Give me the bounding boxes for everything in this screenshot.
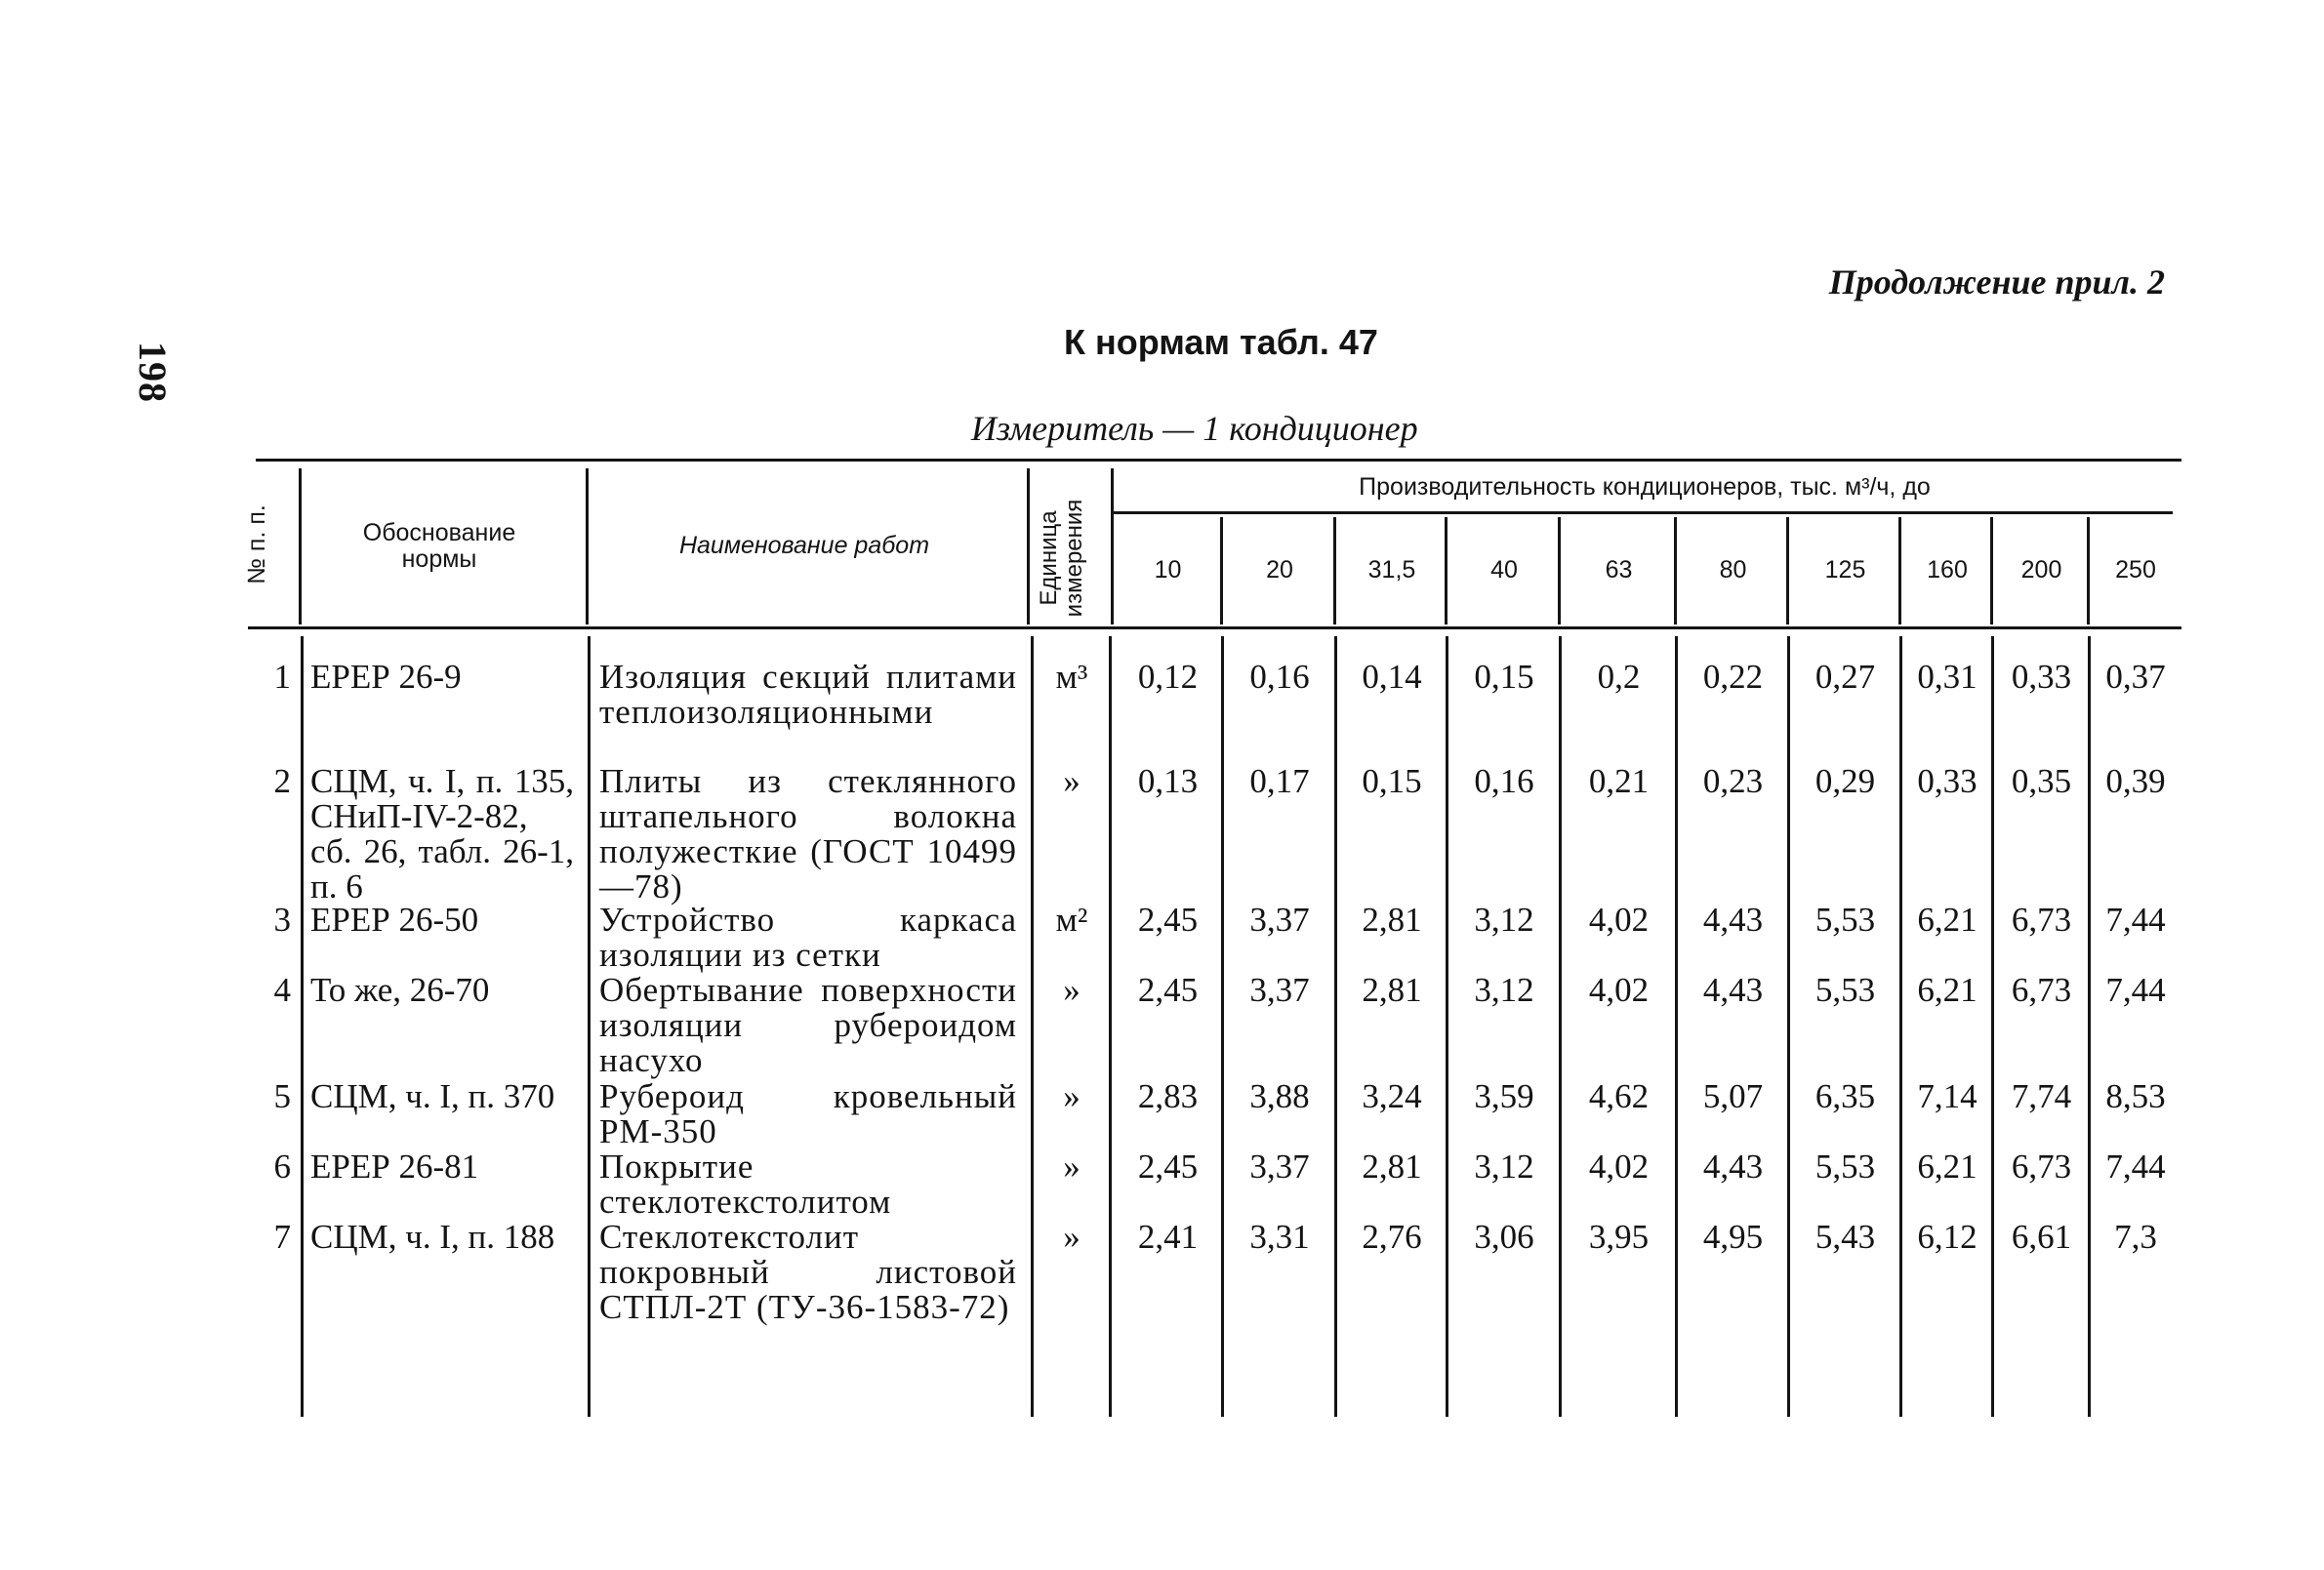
row-basis: ЕРЕР 26-81: [310, 1147, 479, 1186]
row-value: 2,83: [1137, 1077, 1199, 1115]
body-column-divider: [1334, 636, 1337, 1417]
header-capacity-col: 250: [2115, 556, 2156, 584]
row-number: 2: [273, 762, 291, 800]
row-value: 0,29: [1814, 762, 1876, 800]
row-value: 6,73: [2011, 1147, 2072, 1186]
row-value: 3,12: [1474, 901, 1534, 939]
capacity-column-divider: [1445, 517, 1447, 624]
row-basis: То же, 26-70: [310, 971, 490, 1009]
row-basis: ЕРЕР 26-9: [310, 658, 462, 696]
row-value: 0,22: [1702, 658, 1764, 696]
row-work-name: Изоляция секций плитами теплоизоляционными: [599, 658, 1017, 731]
row-value: 6,61: [2011, 1218, 2072, 1256]
row-value: 3,31: [1249, 1218, 1310, 1256]
capacity-column-divider: [1786, 517, 1789, 624]
row-value: 4,62: [1588, 1077, 1650, 1115]
capacity-column-divider: [1333, 517, 1336, 624]
row-value: 4,95: [1702, 1218, 1764, 1256]
body-column-divider: [1991, 636, 1994, 1417]
body-column-divider: [588, 636, 591, 1417]
row-number: 4: [273, 971, 291, 1009]
row-value: 6,12: [1917, 1218, 1977, 1256]
row-value: 0,16: [1474, 762, 1534, 800]
row-value: 3,59: [1474, 1077, 1534, 1115]
capacity-column-divider: [1990, 517, 1993, 624]
row-work-name: Стеклотекстолит покровный листовой СТПЛ-2Т (ТУ-36-1583-72): [599, 1218, 1017, 1326]
row-value: 0,39: [2105, 762, 2166, 800]
row-basis: СЦМ, ч. I, п. 370: [310, 1077, 555, 1115]
header-column-divider: [1027, 468, 1030, 624]
row-number: 6: [273, 1147, 291, 1186]
header-unit: Единица измерения: [1036, 499, 1088, 618]
body-column-divider: [1675, 636, 1678, 1417]
row-value: 6,21: [1917, 1147, 1977, 1186]
header-capacity-col: 10: [1154, 556, 1182, 584]
header-capacity-col: 40: [1490, 556, 1518, 584]
row-value: 4,43: [1702, 971, 1764, 1009]
row-work-name: Обертывание поверхности изоляции рубероидом насухо: [599, 971, 1017, 1079]
header-column-divider: [299, 468, 302, 624]
row-value: 4,02: [1588, 1147, 1650, 1186]
row-value: 0,27: [1814, 658, 1876, 696]
body-column-divider: [1446, 636, 1448, 1417]
row-unit: »: [1063, 1077, 1080, 1115]
row-value: 5,43: [1814, 1218, 1876, 1256]
row-work-name: Устройство каркаса изоляции из сетки: [599, 901, 1017, 974]
row-work-name: Покрытие стеклотекстолитом: [599, 1147, 892, 1221]
table-top-rule: [256, 459, 2181, 462]
header-basis: Обоснование нормы: [362, 518, 516, 573]
row-value: 7,44: [2105, 901, 2166, 939]
body-column-divider: [2088, 636, 2091, 1417]
row-value: 2,45: [1137, 901, 1199, 939]
body-column-divider: [1031, 636, 1034, 1417]
capacity-column-divider: [2087, 517, 2090, 624]
body-column-divider: [1109, 636, 1112, 1417]
row-value: 5,53: [1814, 901, 1876, 939]
measure-caption: Измеритель — 1 кондиционер: [971, 409, 1418, 448]
row-value: 6,35: [1814, 1077, 1876, 1115]
body-column-divider: [1221, 636, 1224, 1417]
body-column-divider: [1787, 636, 1790, 1417]
row-value: 7,44: [2105, 971, 2166, 1009]
row-value: 3,95: [1588, 1218, 1650, 1256]
capacity-column-divider: [1898, 517, 1901, 624]
capacity-column-divider: [1674, 517, 1677, 624]
row-value: 0,33: [2011, 658, 2072, 696]
row-unit: »: [1063, 1147, 1080, 1186]
row-unit: »: [1063, 762, 1080, 800]
header-capacity-col: 63: [1605, 556, 1633, 584]
header-column-divider: [586, 468, 589, 624]
row-value: 0,15: [1362, 762, 1422, 800]
row-number: 1: [273, 658, 291, 696]
row-value: 3,37: [1249, 901, 1310, 939]
row-value: 0,17: [1249, 762, 1310, 800]
capacity-column-divider: [1220, 517, 1223, 624]
row-number: 3: [273, 901, 291, 939]
row-value: 7,44: [2105, 1147, 2166, 1186]
row-value: 0,16: [1249, 658, 1310, 696]
row-unit: м²: [1055, 901, 1088, 939]
header-num: № п. п.: [243, 504, 270, 584]
header-capacity-col: 20: [1266, 556, 1293, 584]
row-unit: »: [1063, 1218, 1080, 1256]
row-value: 3,06: [1474, 1218, 1534, 1256]
header-capacity-col: 80: [1719, 556, 1747, 584]
row-value: 0,13: [1137, 762, 1199, 800]
row-value: 3,12: [1474, 971, 1534, 1009]
row-work-name: Рубероид кровельный РМ-350: [599, 1077, 1017, 1150]
row-value: 2,81: [1362, 971, 1422, 1009]
capacity-column-divider: [1558, 517, 1561, 624]
row-value: 8,53: [2105, 1077, 2166, 1115]
row-value: 7,14: [1917, 1077, 1977, 1115]
row-value: 4,43: [1702, 1147, 1764, 1186]
row-value: 2,45: [1137, 1147, 1199, 1186]
row-value: 3,24: [1362, 1077, 1422, 1115]
header-capacity-col: 125: [1824, 556, 1866, 584]
row-value: 7,3: [2114, 1218, 2157, 1256]
row-value: 0,23: [1702, 762, 1764, 800]
row-basis: ЕРЕР 26-50: [310, 901, 479, 939]
row-value: 3,37: [1249, 971, 1310, 1009]
row-unit: м³: [1055, 658, 1088, 696]
header-column-divider: [1111, 468, 1114, 624]
body-column-divider: [1899, 636, 1902, 1417]
row-value: 6,21: [1917, 971, 1977, 1009]
row-value: 2,41: [1137, 1218, 1199, 1256]
row-unit: »: [1063, 971, 1080, 1009]
row-value: 3,88: [1249, 1077, 1310, 1115]
body-column-divider: [1559, 636, 1562, 1417]
body-column-divider: [301, 636, 304, 1417]
row-value: 5,53: [1814, 971, 1876, 1009]
row-work-name: Плиты из стеклянного штапельного волокна полужесткие (ГОСТ 10499—78): [599, 762, 1017, 906]
capacity-subheader-rule: [1111, 511, 2173, 514]
row-value: 4,02: [1588, 901, 1650, 939]
header-capacity-col: 160: [1927, 556, 1968, 584]
row-value: 0,15: [1474, 658, 1534, 696]
row-value: 0,31: [1917, 658, 1977, 696]
header-bottom-rule: [248, 626, 2181, 629]
row-value: 0,35: [2011, 762, 2072, 800]
row-number: 7: [273, 1218, 291, 1256]
row-value: 3,37: [1249, 1147, 1310, 1186]
row-value: 6,21: [1917, 901, 1977, 939]
row-value: 6,73: [2011, 971, 2072, 1009]
row-value: 5,07: [1702, 1077, 1764, 1115]
row-value: 2,76: [1362, 1218, 1422, 1256]
row-value: 0,21: [1588, 762, 1650, 800]
row-basis: СЦМ, ч. I, п. 135, СНиП-IV-2-82, сб. 26, табл. 26-1, п. 6: [310, 762, 574, 906]
row-value: 0,2: [1597, 658, 1641, 696]
row-value: 0,33: [1917, 762, 1977, 800]
row-value: 0,37: [2105, 658, 2166, 696]
header-capacity: Производительность кондиционеров, тыс. м³/ч, до: [1359, 473, 1931, 502]
row-value: 2,45: [1137, 971, 1199, 1009]
row-basis: СЦМ, ч. I, п. 188: [310, 1218, 555, 1256]
row-value: 4,43: [1702, 901, 1764, 939]
page-number: 198: [131, 342, 175, 403]
row-value: 4,02: [1588, 971, 1650, 1009]
row-number: 5: [273, 1077, 291, 1115]
header-capacity-col: 200: [2020, 556, 2062, 584]
header-capacity-col: 31,5: [1367, 556, 1416, 584]
header-work-name: Наименование работ: [678, 532, 930, 560]
row-value: 3,12: [1474, 1147, 1534, 1186]
row-value: 5,53: [1814, 1147, 1876, 1186]
row-value: 0,14: [1362, 658, 1422, 696]
row-value: 6,73: [2011, 901, 2072, 939]
row-value: 7,74: [2011, 1077, 2072, 1115]
row-value: 0,12: [1137, 658, 1199, 696]
continuation-label: Продолжение прил. 2: [1828, 262, 2165, 302]
row-value: 2,81: [1362, 901, 1422, 939]
page-heading: К нормам табл. 47: [1064, 322, 1378, 362]
row-value: 2,81: [1362, 1147, 1422, 1186]
